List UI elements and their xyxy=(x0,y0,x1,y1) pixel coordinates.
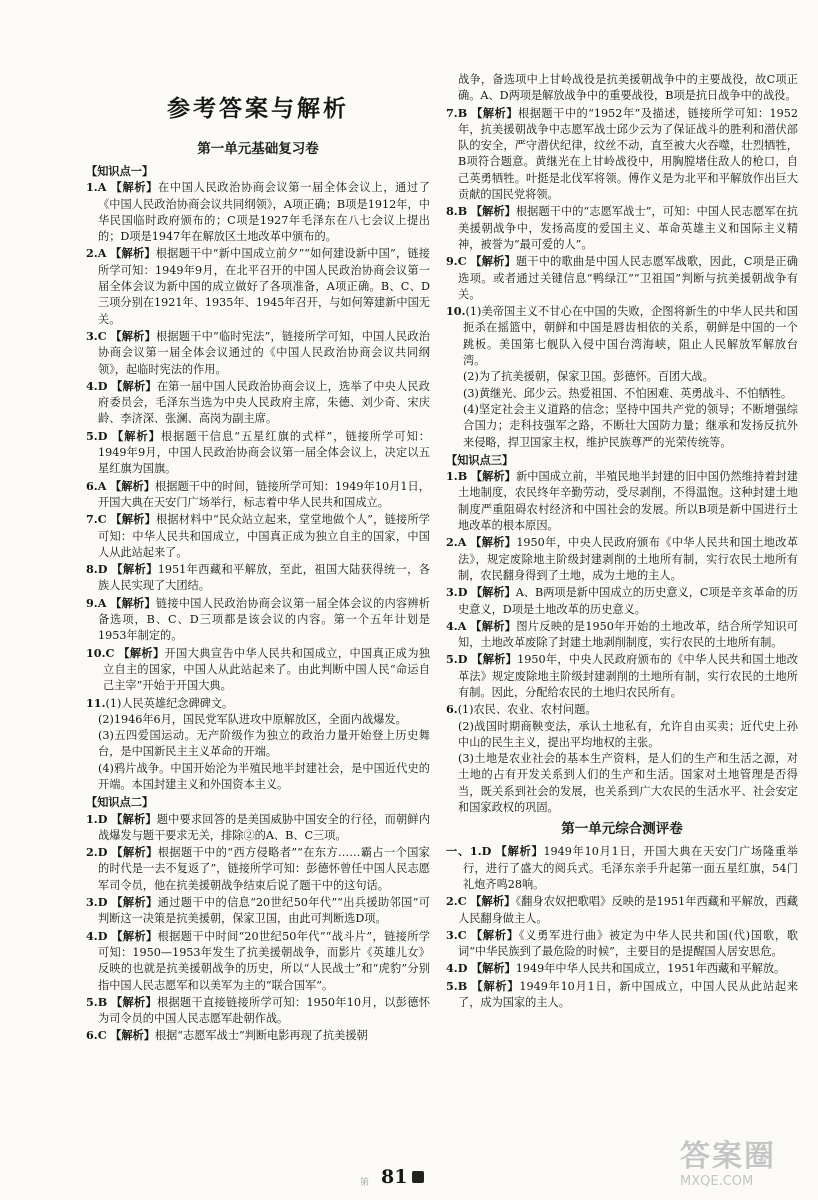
answer-number: 10. xyxy=(86,645,106,660)
answer-number: 1. xyxy=(446,469,458,484)
answer-subpart: (4)鸦片战争。中国开始沦为半殖民地半封建社会，是中国近代史的开端。本国封建主义和外国资本主义。 xyxy=(98,761,430,791)
answer-number: 3. xyxy=(86,328,98,343)
answer-choice: C xyxy=(105,645,115,660)
answer-number: 2. xyxy=(86,845,98,860)
answer-choice: D xyxy=(97,562,108,577)
answer-number: 9. xyxy=(86,595,98,610)
page-number: 81 xyxy=(381,1166,408,1188)
answer-item xyxy=(446,584,798,618)
answer-number: 7. xyxy=(86,512,98,527)
answer-item xyxy=(446,468,798,534)
answer-choice: D xyxy=(457,585,468,600)
answer-number: 8. xyxy=(86,562,98,577)
answer-subpart: (3)黄继光、邱少云。热爱祖国、不怕困难、英勇战斗、不怕牺牲。 xyxy=(463,386,793,400)
answer-subpart: (3)五四爱国运动。无产阶级作为独立的政治力量开始登上历史舞台，是中国新民主主义革命的开端。 xyxy=(98,729,430,759)
analysis-tag: 【解析】 xyxy=(110,246,156,261)
analysis-tag: 【解析】 xyxy=(471,978,520,993)
answer-subpart: 战争，备选项中上甘岭战役是抗美援朝战争中的主要战役，故C项正确。A、D两项是解放战争中的重要战役，B项是抗日战争中的战役。 xyxy=(458,73,798,103)
answer-item xyxy=(446,960,798,977)
answer-number: 5. xyxy=(446,652,458,667)
answer-item xyxy=(446,105,798,204)
answer-text: 1949年10月1日，新中国成立，中国人民从此站起来了，成为国家的主人。 xyxy=(458,979,799,1010)
answer-text: 根据题干中“临时宪法”，链接所学可知，中国人民政治协商会议第一届全体会议通过的《中国人民政治协商会议共同纲领》，起临时宪法的作用。 xyxy=(98,329,430,376)
answer-text: 在第一届中国人民政治协商会议上，选举了中央人民政府委员会，毛泽东当选为中央人民政府主席，朱德、刘少奇、宋庆龄、李济深、张澜、高岗为副主席。 xyxy=(98,379,430,426)
page-left-mark: 第 xyxy=(360,1178,370,1188)
watermark-url: MXQE.COM xyxy=(680,1174,754,1189)
answer-item xyxy=(446,203,798,253)
analysis-tag: 【解析】 xyxy=(111,562,158,577)
answer-choice: B xyxy=(457,204,468,219)
analysis-tag: 【解析】 xyxy=(471,105,519,120)
answer-number: 8. xyxy=(446,204,458,219)
answer-subpart: (3)土地是农业社会的基本生产资料，是人们的生产和生活之源，对土地的占有开发关系到人们的生产和生活。国家对土地管理是否得当，既关系到社会的发展，也关系到广大农民的生活水平、社会安定和国家政权的巩固。 xyxy=(458,752,798,815)
answer-number: 7. xyxy=(446,105,458,120)
section-title: 第一单元基础复习卷 xyxy=(197,141,319,157)
answer-text: 根据题干信息“五星红旗的式样”，链接所学可知：1949年9月，中国人民政治协商会议第一届全体会议上，决定以五星红旗为国旗。 xyxy=(98,429,430,476)
answer-item xyxy=(446,893,798,927)
page-title: 参考答案与解析 xyxy=(167,95,349,122)
answer-item xyxy=(86,428,430,478)
analysis-tag: 【解析】 xyxy=(111,994,158,1009)
analysis-tag: 【解析】 xyxy=(111,378,157,393)
answer-subpart: (2)战国时期商鞅变法，承认土地私有，允许自由买卖；近代史上孙中山的民生主义，提出平均地权的主张。 xyxy=(458,719,798,749)
answer-number: 4. xyxy=(446,961,458,976)
subsection-title: 【知识点二】 xyxy=(86,795,154,810)
answer-item xyxy=(86,595,430,645)
section-title: 第一单元综合测评卷 xyxy=(561,821,683,838)
answer-text: 根据题干直接链接所学可知：1950年10月，以彭德怀为司令员的中国人民志愿军赴朝作战。 xyxy=(98,995,430,1026)
answer-number: 6. xyxy=(86,1028,98,1043)
answer-text: 图片反映的是1950年开始的土地改革，结合所学知识可知，土地改革废除了封建土地剥削制度，实行农民的土地所有制。 xyxy=(458,619,798,650)
analysis-tag: 【解析】 xyxy=(110,328,156,343)
answer-number: 6. xyxy=(86,478,98,493)
answer-item xyxy=(86,844,430,894)
answer-text: 1950年，中央人民政府颁布《中华人民共和国土地改革法》，规定废除地主阶级封建剥削的土地所有制，实行农民土地所有制，农民翻身得到了土地，成为土地的主人。 xyxy=(458,536,798,582)
answer-text: 根据题干中的“西方侵略者”“在东方……霸占一个国家的时代是一去不复返了”，链接所学可知：彭德怀曾任中国人民志愿军司令员，他在抗美援朝战争结束后说了题干中的这句话。 xyxy=(98,846,430,892)
answer-item xyxy=(446,927,798,961)
answer-choice: B xyxy=(457,469,468,484)
answer-choice: A xyxy=(457,535,467,550)
analysis-tag: 【解析】 xyxy=(111,928,158,943)
answer-number: 4. xyxy=(86,928,98,943)
answer-number: 6. xyxy=(446,702,458,717)
analysis-tag: 【解析】 xyxy=(111,895,158,910)
answer-item xyxy=(446,651,798,701)
answer-item xyxy=(446,534,798,584)
answer-item xyxy=(86,811,430,845)
analysis-tag: 【解析】 xyxy=(111,845,158,860)
answer-text: 根据题干中的“1952年”及描述，链接所学可知：1952年，抗美援朝战争中志愿军战士邱少云为了保证战斗的胜利和潜伏部队的安全，严守潜伏纪律，纹丝不动，直至被大火吞噬，壮烈牺牲，B项符合题意。黄继光在上甘岭战役中，用胸膛堵住敌人的枪口，自己英勇牺牲。叶挺是北伐军将领。傅作义是为北平和平解放作出巨大贡献的国民党将领。 xyxy=(458,106,798,202)
answer-text: 开国大典宣告中华人民共和国成立，中国真正成为独立自主的国家，中国人从此站起来了。由此判断中国人民“命运自己主宰”开始于开国大典。 xyxy=(103,646,430,693)
analysis-tag: 【解析】 xyxy=(470,927,519,942)
left-column-content xyxy=(86,138,430,1045)
answer-text: 根据题干中的“志愿军战士”，可知：中国人民志愿军在抗美援朝战争中，发扬高度的爱国主义、革命英雄主义和国际主义精神，被誉为“最可爱的人”。 xyxy=(458,205,798,251)
answer-text: 1949年10月1日，开国大典在天安门广场隆重举行，进行了盛大的阅兵式。毛泽东亲手升起第一面五星红旗，54门礼炮齐鸣28响。 xyxy=(463,845,798,891)
answer-item xyxy=(446,978,798,1012)
answer-text: A、B两项是新中国成立的历史意义，C项是辛亥革命的历史意义，D项是土地改革的历史意义。 xyxy=(458,586,798,616)
answer-text: 《翻身农奴把歌唱》反映的是1951年西藏和平解放，西藏人民翻身做主人。 xyxy=(458,895,798,925)
answer-item xyxy=(86,511,430,561)
answer-choice: C xyxy=(97,328,107,343)
answer-choice: B xyxy=(457,978,468,993)
answer-choice: D xyxy=(97,845,108,860)
analysis-tag: 【解析】 xyxy=(470,961,516,976)
answer-text: 根据题干中的时间，链接所学可知：1949年10月1日，开国大典在天安门广场举行，标志着中华人民共和国成立。 xyxy=(98,479,430,509)
analysis-tag: 【解析】 xyxy=(110,512,156,527)
analysis-tag: 【解析】 xyxy=(470,535,517,550)
answer-choice: A xyxy=(97,180,107,195)
answer-choice: A xyxy=(97,478,107,493)
answer-number: 2. xyxy=(86,246,98,261)
analysis-tag: 【解析】 xyxy=(470,894,516,909)
answer-choice: D xyxy=(457,652,468,667)
answer-text: 链接中国人民政治协商会议第一届全体会议的内容辨析备选项，B、C、D三项都是该会议的内容。第一个五年计划是1953年制定的。 xyxy=(98,596,430,643)
analysis-tag: 【解析】 xyxy=(110,478,156,493)
analysis-tag: 【解析】 xyxy=(470,585,516,600)
answer-item xyxy=(446,303,798,369)
answer-subpart: (2)为了抗美援朝，保家卫国。彭德怀。百团大战。 xyxy=(463,370,714,384)
answer-choice: D xyxy=(97,928,108,943)
watermark-logo-text: 答案圈 xyxy=(680,1139,776,1174)
answer-number: 2. xyxy=(446,535,458,550)
answer-number: 3. xyxy=(86,895,98,910)
answer-number: 5. xyxy=(86,428,98,443)
answer-text: 在中国人民政治协商会议第一届全体会议上，通过了《中国人民政治协商会议共同纲领》，A项正确；B项是1912年，中华民国临时政府颁布的；C项是1927年毛泽东在八七会议上提出的；D项是1947年在解放区土地改革中颁布的。 xyxy=(98,181,430,244)
answer-choice: D xyxy=(481,844,492,859)
watermark xyxy=(680,1140,806,1196)
answer-item xyxy=(86,928,430,994)
answer-text: 通过题干中的信息“20世纪50年代”“出兵援助邻国”可判断这一决策是抗美援朝，保家卫国，由此可判断选D项。 xyxy=(98,896,430,926)
answer-item xyxy=(446,843,798,893)
analysis-tag: 【解析】 xyxy=(118,645,165,660)
answer-item xyxy=(86,994,430,1028)
answer-text: 根据题干中“新中国成立前夕”“如何建设新中国”，链接所学可知：1949年9月，在北平召开的中国人民政治协商会议第一届全体会议为新中国的成立做好了各项准备，A项正确。B、C、D三项分别在1921年、1935年、1945年召开，与如何筹建新中国无关。 xyxy=(98,247,430,326)
answer-number: 1. xyxy=(86,811,98,826)
answer-text: 1950年，中央人民政府颁布的《中华人民共和国土地改革法》规定废除地主阶级封建剥削的土地所有制，实行农民的土地所有制。因此，分配给农民的土地归农民所有。 xyxy=(458,653,798,699)
answer-number: 4. xyxy=(86,378,98,393)
answer-choice: D xyxy=(97,378,108,393)
answer-choice: C xyxy=(457,894,467,909)
subsection-title: 【知识点一】 xyxy=(86,164,154,178)
left-column xyxy=(86,0,430,1045)
answer-choice: A xyxy=(97,246,107,261)
answer-number: 3. xyxy=(446,927,458,942)
analysis-tag: 【解析】 xyxy=(111,428,161,443)
answer-number: 2. xyxy=(446,894,458,909)
analysis-tag: 【解析】 xyxy=(470,254,516,269)
answer-choice: D xyxy=(97,428,108,443)
answer-number: 一、1. xyxy=(446,844,482,859)
answer-number: 11. xyxy=(86,695,106,710)
answer-choice: D xyxy=(97,895,108,910)
subsection-title: 【知识点三】 xyxy=(446,452,514,467)
answer-item xyxy=(86,695,430,712)
answer-item xyxy=(86,1027,430,1044)
answer-number: 4. xyxy=(446,618,458,633)
answer-number: 3. xyxy=(446,585,458,600)
answer-choice: C xyxy=(457,254,467,269)
answer-text: 1949年中华人民共和国成立，1951年西藏和平解放。 xyxy=(515,962,786,976)
answer-number: 9. xyxy=(446,254,458,269)
answer-item xyxy=(86,561,430,595)
answer-item xyxy=(86,478,430,512)
answer-number: 5. xyxy=(446,978,458,993)
answer-choice: B xyxy=(457,105,468,120)
answer-item xyxy=(446,253,798,303)
answer-text: (1)美帝国主义不甘心在中国的失败，企图将新生的中华人民共和国扼杀在摇篮中，朝鲜和中国是唇齿相依的关系，朝鲜是中国的一个跳板。美国第七舰队入侵中国台湾海峡，阻止人民解放军解放台湾。 xyxy=(463,305,798,368)
answer-choice: C xyxy=(457,927,467,942)
right-column-content xyxy=(446,72,798,1011)
answer-text: 1951年西藏和平解放，至此，祖国大陆获得统一，各族人民实现了大团结。 xyxy=(98,563,430,593)
answer-item xyxy=(86,378,430,428)
answer-text: (1)农民、农业、农村问题。 xyxy=(457,703,597,717)
answer-text: 《义勇军进行曲》被定为中华人民共和国(代)国歌，歌词“中华民族到了最危险的时候”，主要目的是提醒国人居安思危。 xyxy=(458,928,798,959)
answer-item xyxy=(446,701,798,718)
answer-text: 根据“志愿军战士”判断电影再现了抗美援朝 xyxy=(154,1029,368,1043)
analysis-tag: 【解析】 xyxy=(110,595,156,610)
answer-text: 根据材料中“民众站立起来，堂堂地做个人”，链接所学可知：中华人民共和国成立，中国真正成为独立自主的国家，中国人从此站起来了。 xyxy=(98,513,430,559)
analysis-tag: 【解析】 xyxy=(470,618,517,633)
analysis-tag: 【解析】 xyxy=(495,844,544,859)
answer-item xyxy=(86,179,430,245)
answer-text: (1)人民英雄纪念碑碑文。 xyxy=(105,696,234,710)
analysis-tag: 【解析】 xyxy=(471,652,518,667)
answer-choice: D xyxy=(97,811,108,826)
answer-item xyxy=(86,328,430,378)
answer-choice: A xyxy=(97,595,107,610)
answer-item xyxy=(446,618,798,652)
answer-item xyxy=(86,245,430,327)
analysis-tag: 【解析】 xyxy=(110,180,159,195)
answer-number: 5. xyxy=(86,994,98,1009)
analysis-tag: 【解析】 xyxy=(470,204,516,219)
answer-choice: A xyxy=(457,618,467,633)
page-number-ornament xyxy=(412,1171,424,1183)
analysis-tag: 【解析】 xyxy=(111,811,157,826)
right-column xyxy=(446,72,798,1011)
answer-text: 题中要求回答的是美国威胁中国安全的行径，而朝鲜内战爆发与题干要求无关，排除②的A、B、C三项。 xyxy=(98,812,430,842)
analysis-tag: 【解析】 xyxy=(470,469,516,484)
answer-choice: C xyxy=(97,1028,107,1043)
answer-choice: C xyxy=(97,512,107,527)
answer-item xyxy=(86,894,430,928)
answer-subpart: (2)1946年6月，国民党军队进攻中原解放区，全面内战爆发。 xyxy=(98,712,407,726)
answer-text: 题干中的歌曲是中国人民志愿军战歌，因此，C项是正确选项。或者通过关键信息“鸭绿江”“卫祖国”判断与抗美援朝战争有关。 xyxy=(458,255,798,301)
answer-subpart: (4)坚定社会主义道路的信念；坚持中国共产党的领导；不断增强综合国力；走科技强军之路，不断壮大国防力量；继承和发扬反抗外来侵略，捍卫国家主权，维护民族尊严的光荣传统等。 xyxy=(463,402,798,449)
answer-number: 10. xyxy=(446,304,466,319)
answer-text: 根据题干中时间“20世纪50年代”“战斗片”，链接所学可知：1950—1953年发生了抗美援朝战争，而影片《英雄儿女》反映的也就是抗美援朝战争的历史，所以“人民战士”和“虎豹”分别指中国人民志愿军和以美军为主的“联合国军”。 xyxy=(98,929,430,992)
answer-item xyxy=(86,645,430,695)
answer-choice: D xyxy=(457,961,468,976)
answer-text: 新中国成立前，半殖民地半封建的旧中国仍然维持着封建土地制度，农民终年辛勤劳动，受尽剥削，不得温饱。这种封建土地制度严重阻碍农村经济和中国社会的发展。所以B项是新中国进行土地改革的根本原因。 xyxy=(458,470,798,533)
answer-number: 1. xyxy=(86,180,98,195)
analysis-tag: 【解析】 xyxy=(110,1028,155,1043)
answer-choice: B xyxy=(97,994,108,1009)
